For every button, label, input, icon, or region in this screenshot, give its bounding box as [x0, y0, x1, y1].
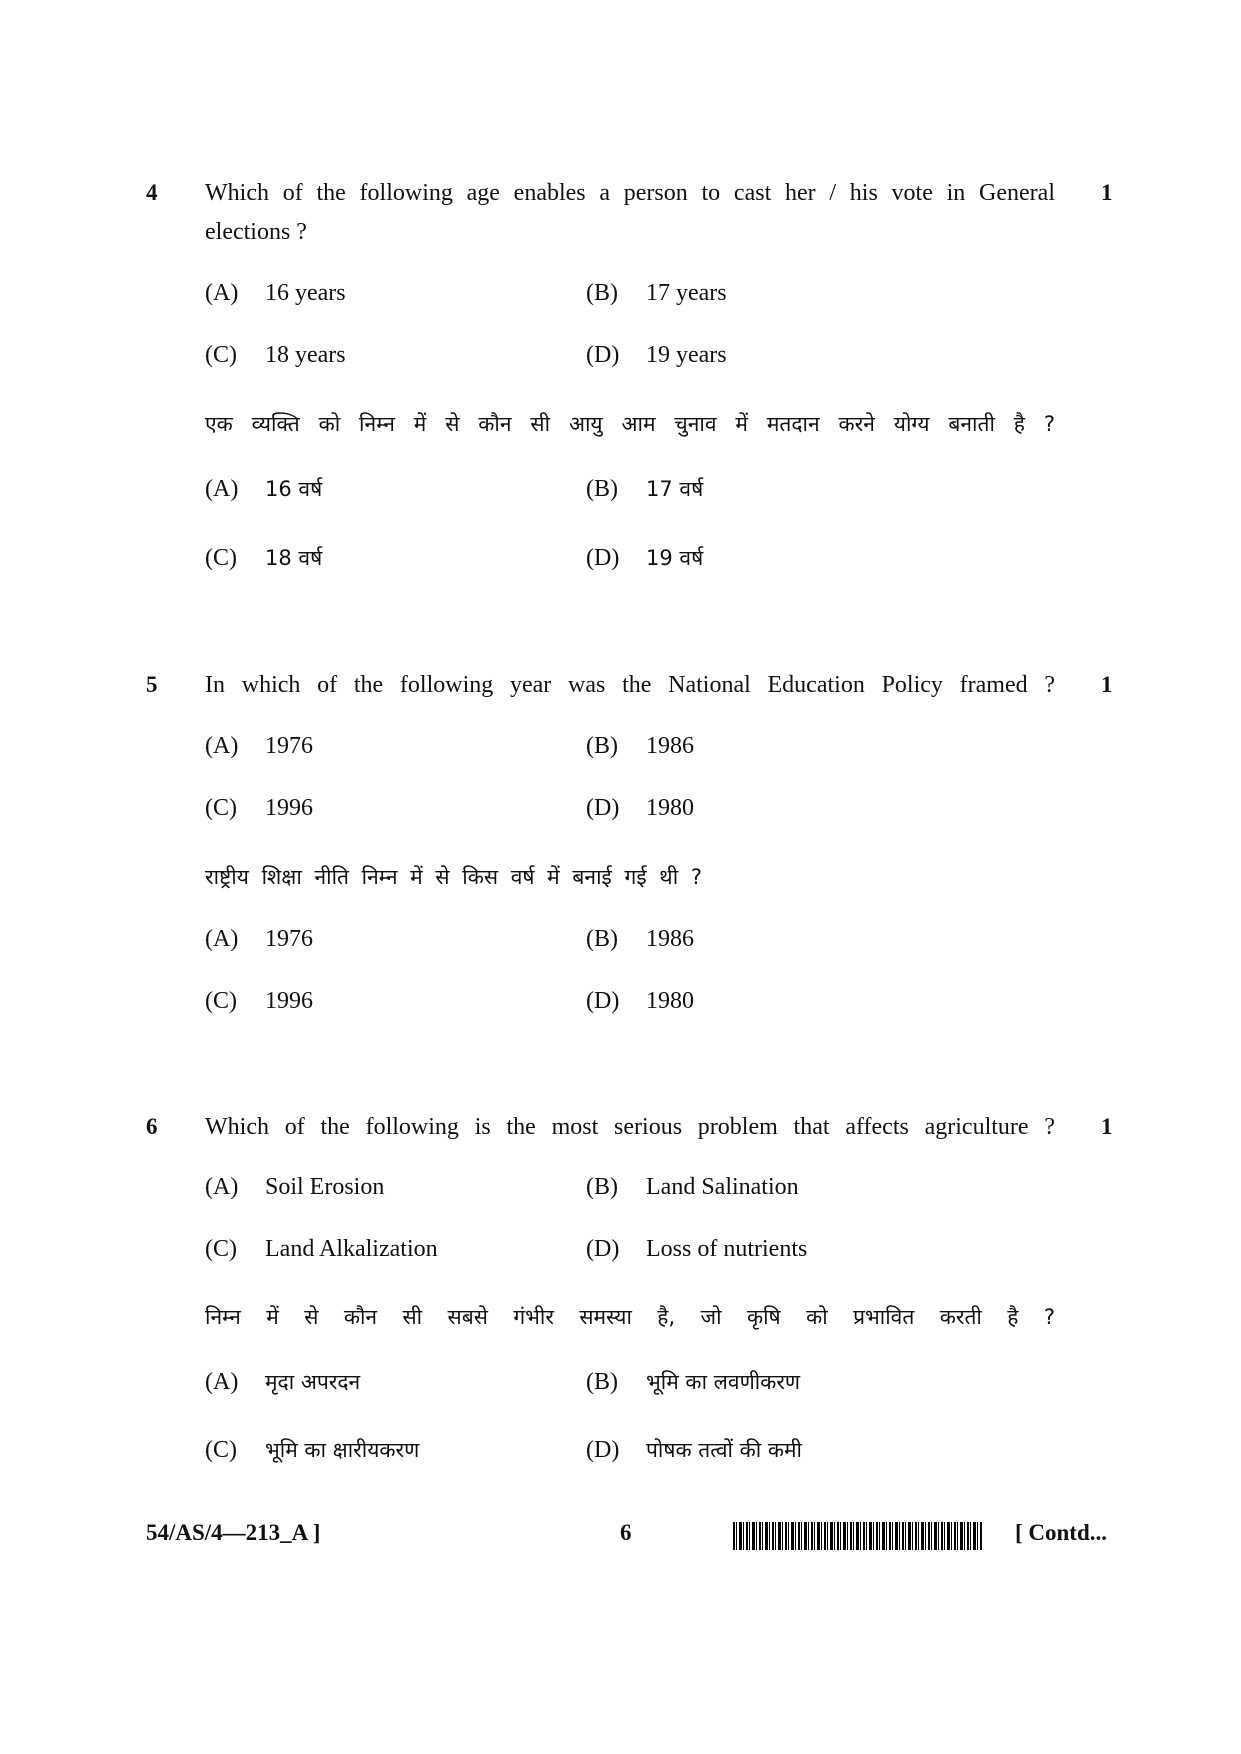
question-text-english-line2: elections ?: [205, 219, 307, 245]
question-text-hindi: एक व्यक्ति को निम्न में से कौन सी आयु आम चुनाव में मतदान करने योग्य बनाती है ?: [205, 412, 1055, 436]
question-text-english-line1: Which of the following is the most serious problem that affects agriculture ?: [205, 1114, 1055, 1140]
option-d: (D) 19 years: [586, 342, 727, 368]
question-marks: 1: [1101, 672, 1113, 697]
question-number: 5: [146, 672, 158, 697]
continued-label: [ Contd...: [1015, 1520, 1108, 1545]
option-d-hindi: (D) 1980: [586, 988, 694, 1014]
option-c-hindi: (C) 1996: [205, 988, 313, 1014]
option-d-hindi: (D) 19 वर्ष: [586, 545, 704, 571]
option-d-hindi: (D) पोषक तत्वों की कमी: [586, 1437, 803, 1463]
option-b: (B) Land Salination: [586, 1174, 799, 1200]
option-b: (B) 17 years: [586, 280, 727, 306]
option-c-hindi: (C) भूमि का क्षारीयकरण: [205, 1437, 420, 1463]
page-number: 6: [620, 1520, 632, 1545]
option-b-hindi: (B) 17 वर्ष: [586, 476, 704, 502]
option-d: (D) 1980: [586, 795, 694, 821]
question-marks: 1: [1101, 180, 1113, 205]
option-c: (C) Land Alkalization: [205, 1236, 438, 1262]
option-a-hindi: (A) 16 वर्ष: [205, 476, 323, 502]
option-b: (B) 1986: [586, 733, 694, 759]
option-d: (D) Loss of nutrients: [586, 1236, 808, 1262]
question-number: 4: [146, 180, 158, 205]
option-a-hindi: (A) मृदा अपरदन: [205, 1369, 361, 1395]
question-number: 6: [146, 1114, 158, 1139]
option-c: (C) 18 years: [205, 342, 346, 368]
question-text-hindi: राष्ट्रीय शिक्षा नीति निम्न में से किस वर्ष में बनाई गई थी ?: [205, 865, 702, 889]
page-footer: [0, 1520, 1241, 1560]
barcode-image: [733, 1522, 983, 1550]
option-a-hindi: (A) 1976: [205, 926, 313, 952]
option-b-hindi: (B) 1986: [586, 926, 694, 952]
option-a: (A) Soil Erosion: [205, 1174, 385, 1200]
option-b-hindi: (B) भूमि का लवणीकरण: [586, 1369, 801, 1395]
option-a: (A) 16 years: [205, 280, 346, 306]
paper-code: 54/AS/4—213_A ]: [146, 1520, 321, 1545]
question-text-english-line1: In which of the following year was the National Education Policy framed ?: [205, 672, 1055, 698]
question-marks: 1: [1101, 1114, 1113, 1139]
option-c-hindi: (C) 18 वर्ष: [205, 545, 323, 571]
option-c: (C) 1996: [205, 795, 313, 821]
option-a: (A) 1976: [205, 733, 313, 759]
question-text-english-line1: Which of the following age enables a person to cast her / his vote in General: [205, 180, 1055, 206]
question-text-hindi: निम्न में से कौन सी सबसे गंभीर समस्या है, जो कृषि को प्रभावित करती है ?: [205, 1305, 1055, 1329]
